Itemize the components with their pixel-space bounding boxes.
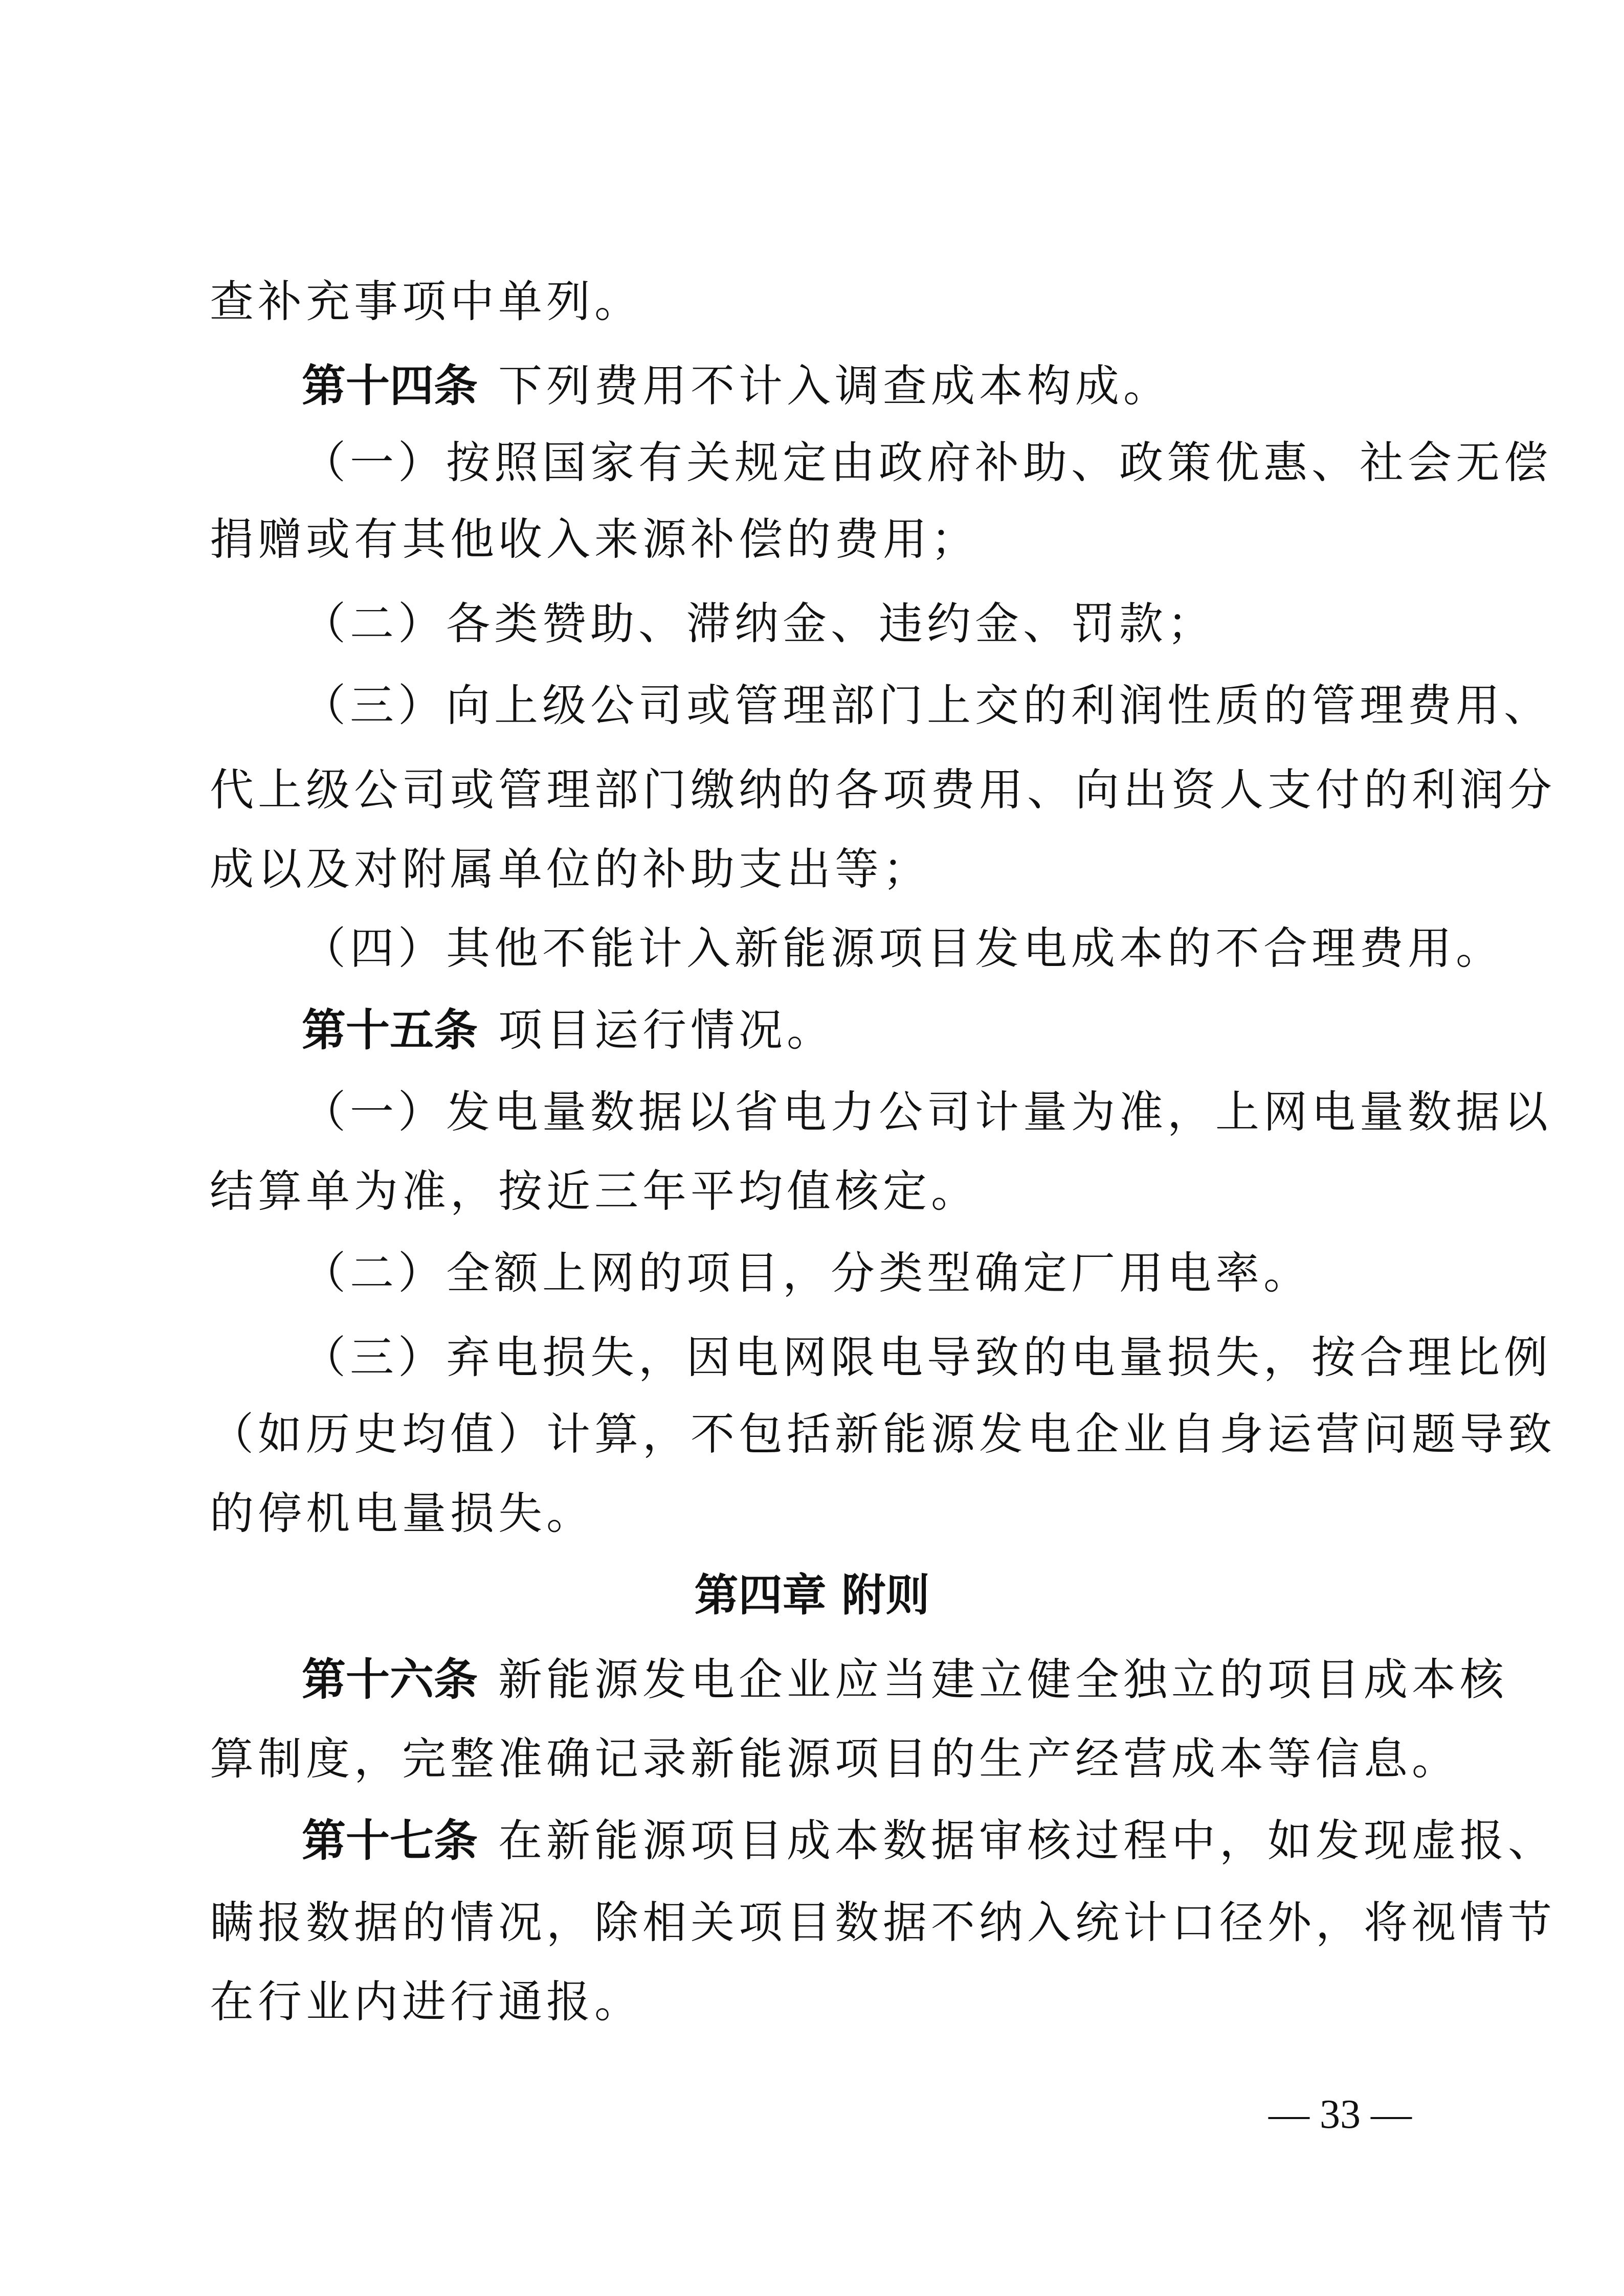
item-14-4 — [302, 920, 1504, 977]
paragraph-continuation — [210, 274, 1432, 330]
paragraph-text: 算制度，完整准确记录新能源项目的生产经营成本等信息。 — [210, 1734, 1460, 1785]
paragraph-text: （二）各类赞助、滞纳金、违约金、罚款； — [302, 598, 1215, 649]
item-15-1-line-2 — [210, 1163, 1432, 1220]
paragraph-text: 在行业内进行通报。 — [210, 1976, 642, 2028]
chapter-heading: 第四章 附则 — [694, 1570, 930, 1621]
paragraph-text: 成以及对附属单位的补助支出等； — [210, 844, 931, 895]
item-15-2 — [302, 1245, 1432, 1301]
article-label: 第十六条 — [302, 1654, 478, 1705]
article-text: 新能源发电企业应当建立健全独立的项目成本核 — [498, 1654, 1508, 1705]
item-15-3-line-3 — [210, 1485, 1432, 1542]
article-label: 第十五条 — [302, 1005, 478, 1056]
item-15-3-line-1 — [302, 1330, 1552, 1386]
paragraph-text: （四）其他不能计入新能源项目发电成本的不合理费用。 — [302, 923, 1504, 974]
paragraph-text: （一）发电量数据以省电力公司计量为准，上网电量数据以 — [302, 1087, 1552, 1138]
paragraph-text: 代上级公司或管理部门缴纳的各项费用、向出资人支付的利润分 — [210, 764, 1556, 816]
article-17-line-3 — [210, 1974, 1432, 2030]
paragraph-text: 的停机电量损失。 — [210, 1488, 594, 1539]
article-text: 项目运行情况。 — [498, 1005, 835, 1056]
page-number: — 33 — — [1269, 2092, 1412, 2137]
article-17-line-1 — [302, 1813, 1556, 1869]
article-text: 在新能源项目成本数据审核过程中，如发现虚报、 — [498, 1815, 1556, 1866]
article-15 — [302, 1002, 1432, 1059]
paragraph-text: 查补充事项中单列。 — [210, 276, 642, 327]
paragraph-text: （三）弃电损失，因电网限电导致的电量损失，按合理比例 — [302, 1332, 1552, 1383]
item-15-1-line-1 — [302, 1084, 1552, 1140]
article-14 — [302, 358, 1432, 414]
paragraph-text: （二）全额上网的项目，分类型确定厂用电率。 — [302, 1248, 1311, 1299]
paragraph-text: （一）按照国家有关规定由政府补助、政策优惠、社会无偿 — [302, 437, 1552, 488]
article-label: 第十七条 — [302, 1815, 478, 1866]
article-17-line-2 — [210, 1895, 1556, 1951]
paragraph-text: 结算单为准，按近三年平均值核定。 — [210, 1166, 979, 1217]
item-14-3-line-3 — [210, 841, 1432, 897]
paragraph-text: （如历史均值）计算，不包括新能源发电企业自身运营问题导致 — [210, 1409, 1556, 1460]
paragraph-text: （三）向上级公司或管理部门上交的利润性质的管理费用、 — [302, 680, 1552, 731]
article-text: 下列费用不计入调查成本构成。 — [498, 361, 1171, 412]
item-15-3-line-2 — [210, 1406, 1556, 1462]
item-14-3-line-1 — [302, 678, 1552, 734]
item-14-1-line-1 — [302, 435, 1552, 491]
paragraph-text: 捐赠或有其他收入来源补偿的费用； — [210, 514, 979, 565]
paragraph-text: 瞒报数据的情况，除相关项目数据不纳入统计口径外，将视情节 — [210, 1897, 1556, 1948]
article-label: 第十四条 — [302, 361, 478, 412]
article-16-line-1 — [302, 1652, 1508, 1708]
item-14-2 — [302, 596, 1432, 652]
item-14-1-line-2 — [210, 511, 1432, 568]
item-14-3-line-2 — [210, 762, 1556, 818]
article-16-line-2 — [210, 1731, 1460, 1787]
